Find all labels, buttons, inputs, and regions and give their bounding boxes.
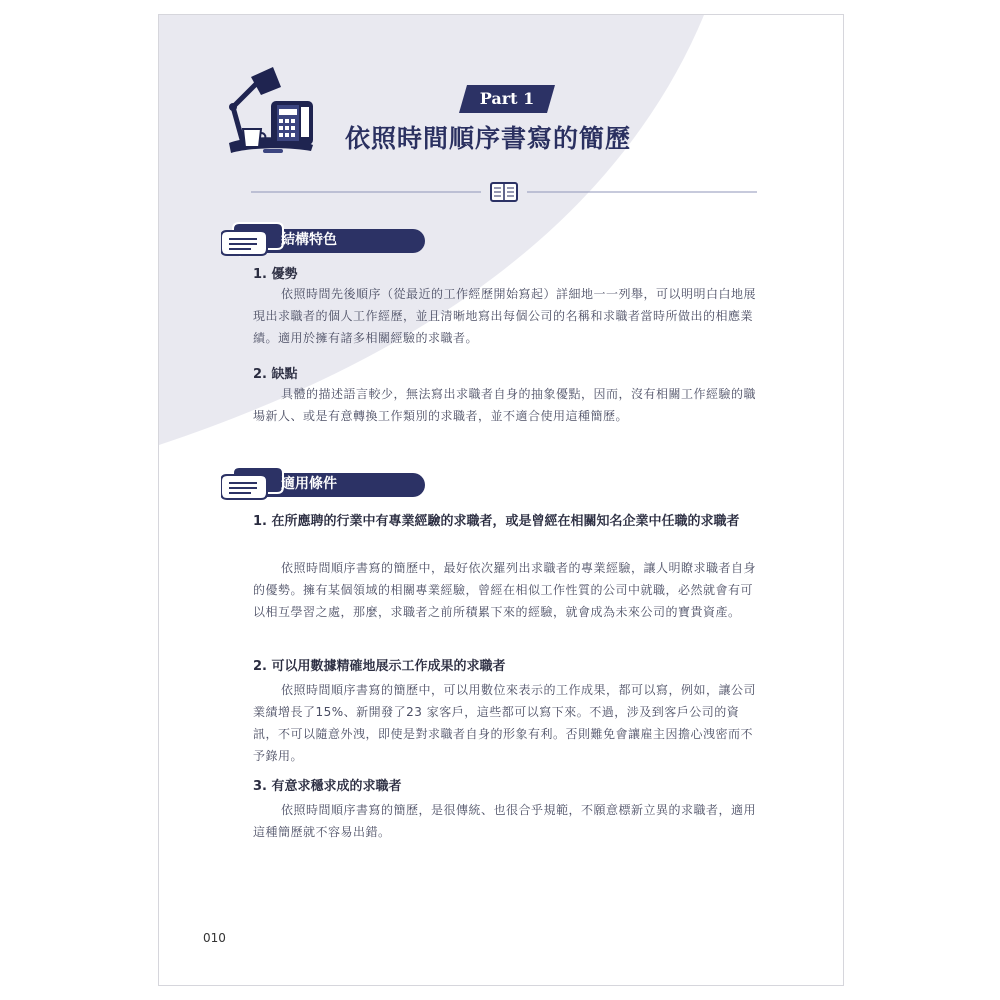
section-paragraph: 依照時間先後順序（從最近的工作經歷開始寫起）詳細地一一列舉，可以明明白白地展現出求職者的個人工作經歷，並且清晰地寫出每個公司的名稱和求職者當時所做出的相應業績。適用於擁有諸多相關經驗的求職者。 (253, 287, 757, 345)
section-badge-conditions (221, 465, 431, 501)
section-heading: 1. 在所應聘的行業中有專業經驗的求職者，或是曾經在相關知名企業中任職的求職者 (253, 514, 740, 529)
part-label: Part 1 (479, 89, 535, 108)
title-divider (251, 180, 757, 204)
open-book-icon (491, 183, 517, 201)
part-label-tag (459, 85, 555, 113)
section-paragraph: 依照時間順序書寫的簡歷，是很傳統、也很合乎規範，不願意標新立異的求職者，適用這種簡歷就不容易出錯。 (253, 803, 757, 839)
section-heading: 2. 缺點 (253, 367, 298, 382)
desk-lamp-phone-illustration (221, 65, 321, 165)
section-badge-label: 結構特色 (281, 232, 337, 248)
section-heading: 3. 有意求穩求成的求職者 (253, 779, 402, 794)
section-paragraph: 具體的描述語言較少，無法寫出求職者自身的抽象優點，因而，沒有相關工作經驗的職場新人、或是有意轉換工作類別的求職者，並不適合使用這種簡歷。 (253, 387, 757, 423)
page-number: 010 (203, 931, 226, 945)
section-badge-label: 適用條件 (281, 476, 337, 492)
page-title: 依照時間順序書寫的簡歷 (345, 124, 632, 153)
section-paragraph: 依照時間順序書寫的簡歷中，可以用數位來表示的工作成果，都可以寫，例如，讓公司業績增長了15%、新開發了23 家客戶，這些都可以寫下來。不過，涉及到客戶公司的資訊，不可以隨意外洩，即使是對求職者自身的形象有利。否則難免會讓雇主因擔心洩密而不予錄用。 (253, 683, 757, 763)
section-heading: 1. 優勢 (253, 267, 298, 282)
book-page (158, 14, 844, 986)
section-paragraph: 依照時間順序書寫的簡歷中，最好依次羅列出求職者的專業經驗，讓人明瞭求職者自身的優勢。擁有某個領域的相關專業經驗，曾經在相似工作性質的公司中就職，必然就會有可以相互學習之處，那麼，求職者之前所積累下來的經驗，就會成為未來公司的寶貴資產。 (253, 561, 757, 619)
section-badge-structure (221, 221, 431, 257)
section-heading: 2. 可以用數據精確地展示工作成果的求職者 (253, 659, 506, 674)
